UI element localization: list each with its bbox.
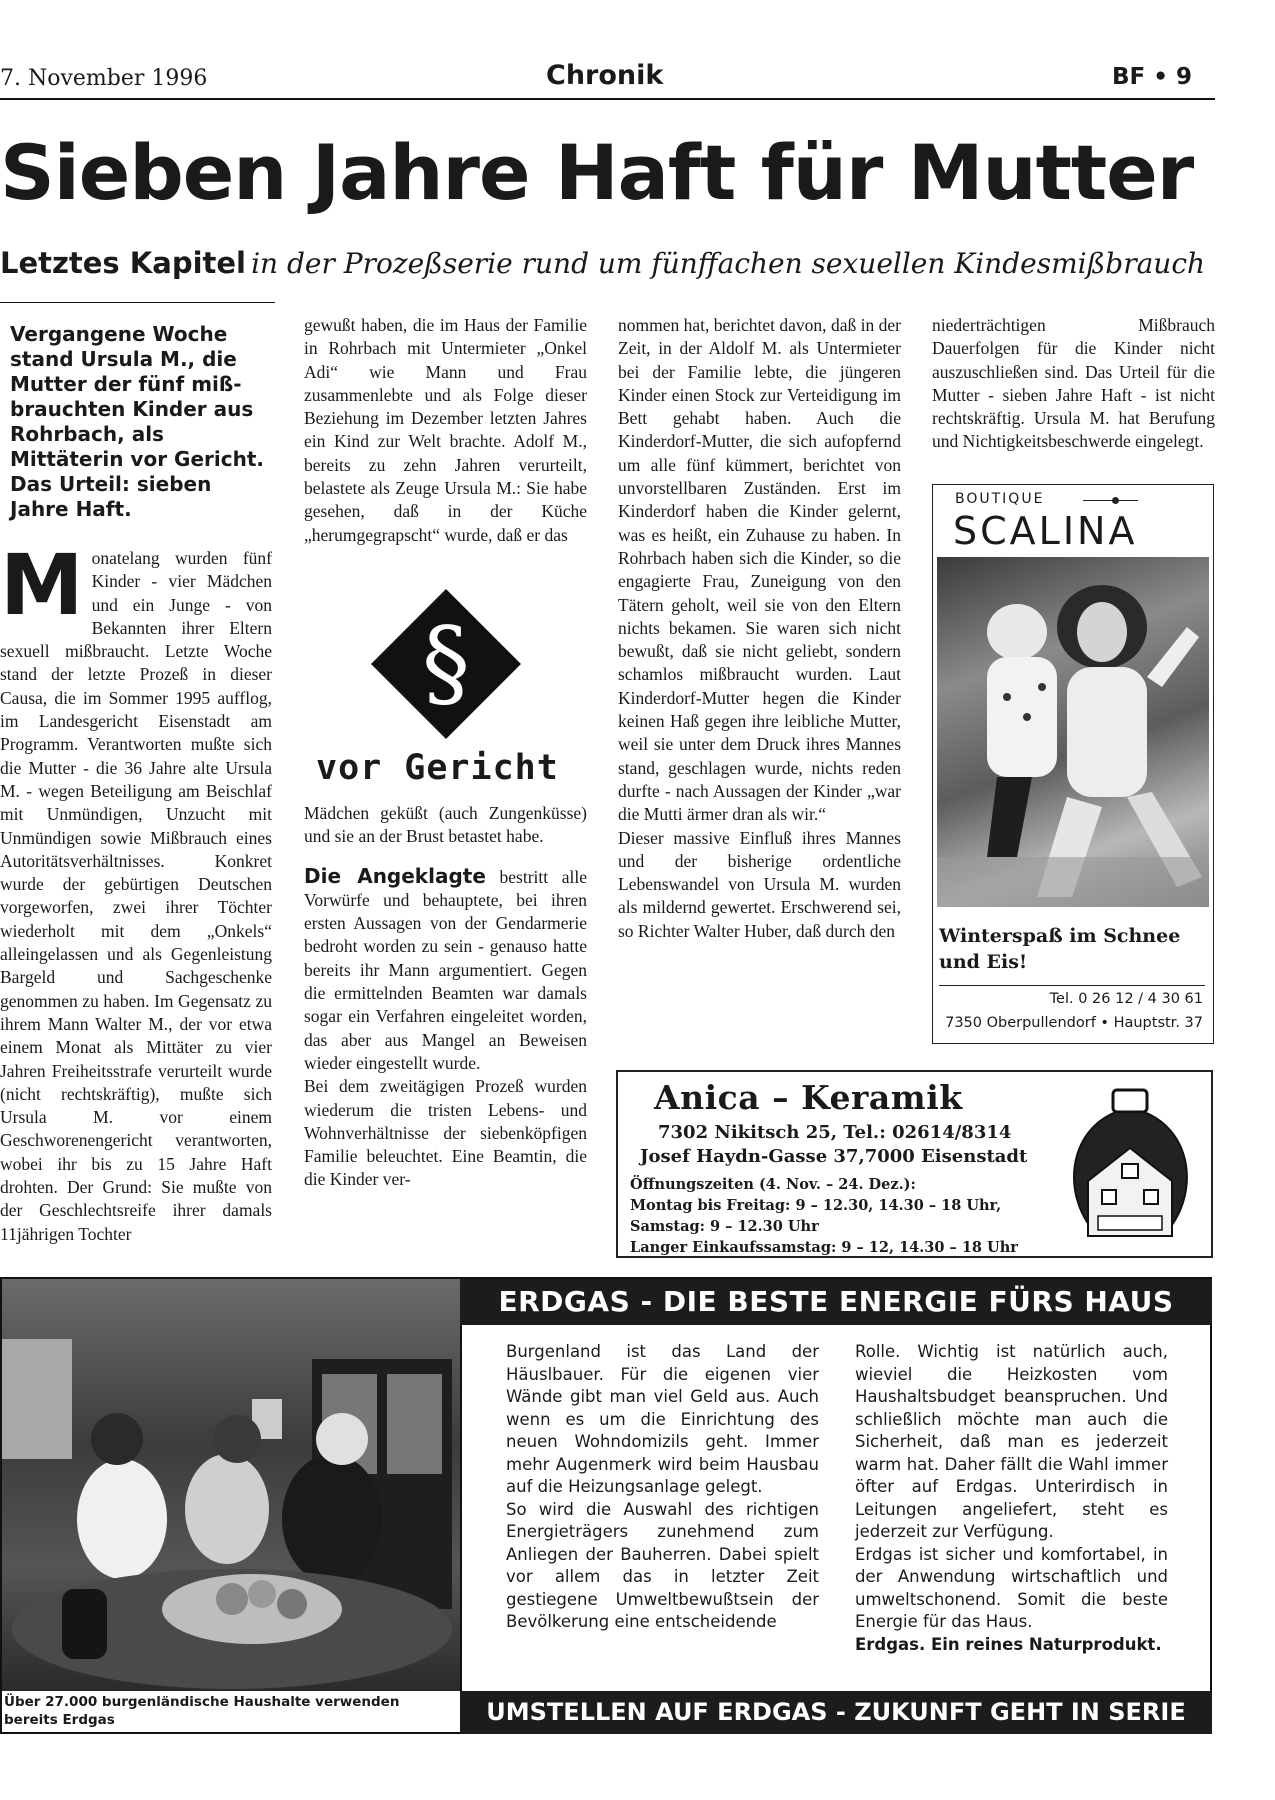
anica-hours-line-2: Samstag: 9 – 12.30 Uhr <box>630 1218 819 1235</box>
column-2-paragraph-1: gewußt haben, die im Haus der Familie in Rohrbach mit Untermieter „Onkel Adi“ wie Mann und Frau zusammenlebte und als Folge dieser Beziehung im Dezember letzten Jahres ein Kind zur Welt brachte. Adolf M., bereits zu zehn Jahren verurteilt, belastete als Zeuge Ursula M.: Sie habe gesehen, daß in der Küche „herumgegrapscht“ wurde, daß er das <box>304 315 587 545</box>
erdgas-left-paragraph-1: Burgenland ist das Land der Häuslbauer. Für die eigenen vier Wände gibt man viel Geld aus. Auch wenn es um die Einrichtung des neuen Wohndomizils geht. Immer mehr Augenmerk wird beim Hausbau auf die Heizungsanlage gelegt. <box>506 1342 819 1496</box>
scalina-address: 7350 Oberpullendorf • Hauptstr. 37 <box>945 1015 1203 1031</box>
anica-hours-title: Öffnungszeiten (4. Nov. – 24. Dez.): <box>630 1176 916 1193</box>
erdgas-ad <box>0 1277 1212 1734</box>
article-column-4 <box>932 314 1215 454</box>
erdgas-right-paragraph-2: Erdgas ist sicher und komfortabel, in der Anwendung wirtschaftlich und umweltschonend. Somit die beste Energie für das Haus. <box>855 1544 1168 1631</box>
anica-address-1: 7302 Nikitsch 25, Tel.: 02614/8314 <box>658 1122 1012 1143</box>
family-kitchen-image <box>2 1279 460 1691</box>
erdgas-left-paragraph-2: So wird die Auswahl des richtigen Energieträgers zunehmend zum Anliegen der Bauherren. Dabei spielt vor allem das in letzter Zeit gestiegene Umweltbewußtsein der Bevölkerung eine entscheidende <box>506 1499 819 1631</box>
scalina-tagline: Winterspaß im Schnee und Eis! <box>939 925 1181 973</box>
drop-cap: M <box>0 547 84 634</box>
article-column-2 <box>304 314 587 547</box>
erdgas-right-text <box>855 1341 1168 1656</box>
header-rule <box>0 98 1215 100</box>
scalina-boutique-label: BOUTIQUE <box>955 491 1045 507</box>
anica-hours-line-1: Montag bis Freitag: 9 – 12.30, 14.30 – 18 Uhr, <box>630 1197 1002 1214</box>
skiers-image <box>937 557 1209 907</box>
column-4-text: niederträchtigen Mißbrauch Dauerfolgen für die Kinder nicht auszuschließen sind. Das Urteil für die Mutter - sieben Jahre Haft - ist nicht rechtskräftig. Ursula M. hat Berufung und Nichtigkeitsbeschwerde eingelegt. <box>932 315 1215 452</box>
column-2-paragraph-3: bestritt alle Vorwürfe und behauptete, bei ihren ersten Aussagen von der Gendarmerie bedroht worden zu sein - genauso hatte bereits ihr Mann argumentiert. Gegen die ermittelnden Beamten war damals sogar ein Verfahren eingeleitet worden, das aber aus Mangel an Beweisen wieder eingestellt wurde. <box>304 866 587 1073</box>
scalina-phone: Tel. 0 26 12 / 4 30 61 <box>1049 991 1203 1007</box>
column-2-paragraph-4: Bei dem zweitägigen Prozeß wurden wiederum die tristen Lebens- und Wohnverhältnisse der siebenköpfigen Familie beleuchtet. Eine Beamtin, die die Kinder ver- <box>304 1076 587 1190</box>
column-3-paragraph-2: Dieser massive Einfluß ihres Mannes und der bisherige ordentliche Lebenswandel von Ursula M. wurden als mildernd gewertet. Erschwerend sei, so Richter Walter Huber, daß durch den <box>618 827 901 941</box>
column-2-paragraph-2: Mädchen geküßt (auch Zungenküsse) und sie an der Brust betastet habe. <box>304 803 587 847</box>
column-1-text: onatelang wurden fünf Kinder - vier Mädchen und ein Junge - von Bekannten ihrer Eltern sexuell mißbraucht. Letzte Woche stand der letzte Prozeß in dieser Causa, die im Sommer 1995 aufflog, im Landesgericht Eisenstadt am Programm. Verantworten mußte sich die Mutter - die 36 Jahre alte Ursula M. - wegen Beteiligung am Beischlaf mit Unmündigen, Unzucht mit Unmündigen sowie Mißbrauch eines Autoritätsverhältnisses. Konkret wurde der gebürtigen Deutschen vorgeworfen, zwei ihrer Töchter wiederholt mit dem „Onkels“ alleingelassen und als Gegenleistung Bargeld und Sachgeschenke genommen zu haben. Im Gegensatz zu ihrem Mann Walter M., der vor etwa einem Monat als Mittäter zu vier Jahren Freiheitsstrafe verurteilt wurde (nicht rechtskräftig), mußte sich Ursula M. vor einem Geschworenengericht verantworten, wobei ihr bis zu 15 Jahre Haft drohten. Der Grund: Sie mußte von der Geschlechtsreife ihrer damals 11jährigen Tochter <box>0 548 272 1244</box>
erdgas-divider <box>460 1279 462 1734</box>
subheadline <box>0 246 1205 280</box>
headline: Sieben Jahre Haft für Mutter <box>0 128 1194 217</box>
scalina-divider <box>1083 500 1138 501</box>
page-number: BF • 9 <box>1112 64 1192 90</box>
column-3-paragraph-1: nommen hat, berichtet davon, daß in der Zeit, in der Aldolf M. als Untermieter bei der Familie lebte, die jüngeren Kinder einen Stock zur Verteidigung im Bett gehabt haben. Auch die Kinderdorf-Mutter, die sich aufopfernd um alle fünf kümmert, berichtet von unvorstellbaren Zuständen. Erst im Kinderdorf haben die Kinder gelernt, was es heißt, ein Zuhause zu haben. In Rohrbach haben sich die Kinder, so die engagierte Frau, Zuneigung von den Tätern geholt, weil sie von den Eltern nichts bekamen. Sie waren sich nicht bewußt, daß sie nicht geliebt, sondern schamlos mißbraucht wurden. Laut Kinderdorf-Mutter hegen die Kinder keinen Haß gegen ihre leibliche Mutter, weil sie unter dem Druck ihres Mannes stand, geschlagen wurde, nichts reden durfte - nach Aussagen der Kinder „war die Mutti ärmer dran als wir.“ <box>618 315 901 825</box>
article-column-2-continued <box>304 802 587 1192</box>
paragraph-symbol-icon: § <box>422 607 470 719</box>
issue-date: 7. November 1996 <box>0 66 208 91</box>
erdgas-left-text <box>506 1341 819 1634</box>
erdgas-title: ERDGAS - DIE BESTE ENERGIE FÜRS HAUS <box>498 1285 1174 1318</box>
scalina-ad <box>932 484 1214 1044</box>
anica-address-2: Josef Haydn-Gasse 37,7000 Eisenstadt <box>640 1146 1028 1167</box>
gericht-logo-text: vor Gericht <box>316 748 559 788</box>
lead-paragraph: Vergangene Woche stand Ursula M., die Mutter der fünf mißbrauchten Kinder aus Rohrbach, als Mittäterin vor Gericht. Das Urteil: sieben Jahre Haft. <box>10 322 264 521</box>
lead-rule <box>0 302 275 303</box>
erdgas-slogan: Erdgas. Ein reines Naturprodukt. <box>855 1634 1162 1654</box>
erdgas-footer: UMSTELLEN AUF ERDGAS - ZUKUNFT GEHT IN SERIE <box>486 1698 1186 1726</box>
subheadline-italic: in der Prozeßserie rund um fünffachen sexuellen Kindesmißbrauch <box>251 247 1206 280</box>
scalina-tagline-rule <box>939 985 1205 986</box>
anica-hours <box>630 1174 1018 1258</box>
scalina-name: SCALINA <box>953 509 1138 553</box>
erdgas-footer-bar <box>460 1691 1212 1734</box>
erdgas-right-paragraph-1: Rolle. Wichtig ist natürlich auch, wieviel die Heizkosten vom Haushaltsbudget beanspruchen. Und schließlich möchte man auch die Sicherheit, daß man es jederzeit warm hat. Daher fällt die Wahl immer öfter auf Erdgas. Unterirdisch in Leitungen angeliefert, steht es jederzeit zur Verfügung. <box>855 1342 1168 1541</box>
section-title: Chronik <box>546 60 664 91</box>
erdgas-title-bar <box>460 1279 1212 1325</box>
anica-hours-line-3: Langer Einkaufssamstag: 9 – 12, 14.30 – 18 Uhr <box>630 1239 1018 1256</box>
anica-name: Anica – Keramik <box>654 1078 963 1117</box>
vase-house-icon <box>1058 1086 1203 1251</box>
scalina-dot-icon <box>1112 497 1119 504</box>
subheadline-bold: Letztes Kapitel <box>0 246 246 280</box>
scalina-photo <box>937 557 1209 907</box>
anica-keramik-ad <box>616 1070 1213 1258</box>
subheading-angeklagte: Die Angeklagte <box>304 863 486 888</box>
gericht-logo <box>372 590 520 738</box>
erdgas-photo <box>2 1279 460 1691</box>
erdgas-photo-caption: Über 27.000 burgenländische Haushalte verwenden bereits Erdgas <box>4 1694 400 1728</box>
article-column-1 <box>0 547 272 1267</box>
article-column-3 <box>618 314 901 943</box>
